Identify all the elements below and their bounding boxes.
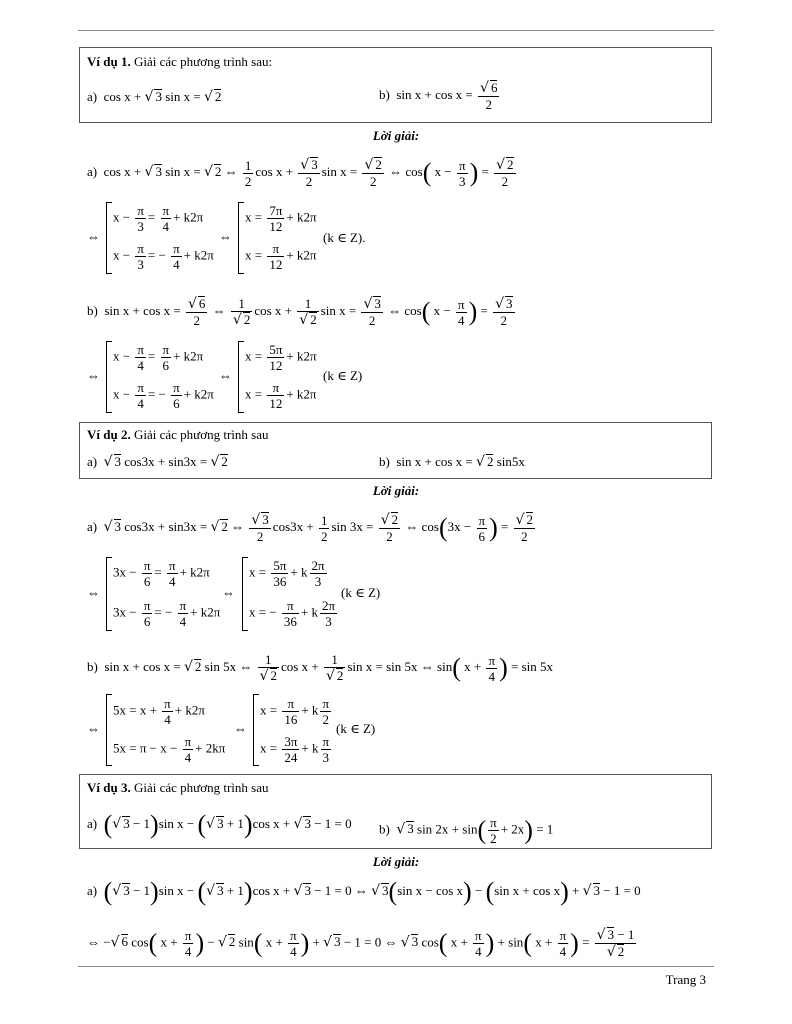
k-in-z: (k ∈ Z). — [323, 230, 366, 245]
system-row: x = $\frac{5\pi}{12}$ + k2π — [245, 342, 317, 373]
system-bracket — [238, 202, 244, 274]
example-3-title: Ví dụ 3. Giải các phương trình sau — [87, 780, 269, 795]
equiv-symbol: ⇔ — [87, 229, 100, 244]
system-row: x − $\frac{\pi}{4}$ = − $\frac{\pi}{6}$ + k2π — [113, 380, 214, 411]
system-row: 5x = π − x − $\frac{\pi}{4}$ + 2kπ — [113, 734, 226, 765]
example-3a-equation: a) (√ 3 − 1)sin x − (√ 3 + 1)cos x + √ 3 − 1 = 0 — [87, 810, 352, 839]
system-bracket — [238, 341, 244, 413]
solution-2b-line1: b) sin x + cos x = √ 2 sin 5x ⇔ $\frac{1}{√ 2}$ cos x + $\frac{1}{√ 2}$ sin x = sin 5x ⇔ sin( x + $\frac{\pi}{4}$ ) = sin 5x — [87, 652, 553, 684]
system-bracket — [253, 694, 259, 766]
solution-label-1: Lời giải: — [372, 128, 420, 143]
example-1b-equation: b) sin x + cos x = $\frac{√ 6}{2}$ — [379, 80, 498, 112]
k-in-z: (k ∈ Z) — [336, 721, 376, 736]
header-rule — [78, 30, 714, 31]
example-1-title: Ví dụ 1. Giải các phương trình sau: — [87, 54, 273, 69]
system-bracket — [106, 694, 112, 766]
equiv-symbol: ⇔ — [87, 585, 100, 600]
equiv-symbol: ⇔ — [219, 229, 232, 244]
system-row: x − $\frac{\pi}{3}$ = $\frac{\pi}{4}$ + k2π — [113, 203, 204, 234]
footer-rule — [78, 966, 714, 967]
solution-1b-line1: b) sin x + cos x = $\frac{√ 6}{2}$ ⇔ $\frac{1}{√ 2}$ cos x + $\frac{1}{√ 2}$ sin x = $\frac{√ 3}{2}$ ⇔ cos( x − $\frac{\pi}{4}$ ) = $\frac{√ 3}{2}$ — [87, 296, 513, 328]
solution-3a-line1: a) (√ 3 − 1)sin x − (√ 3 + 1)cos x + √ 3 − 1 = 0 ⇔ √ 3(sin x − cos x) − (sin x + cos x) + √ 3 − 1 = 0 — [87, 877, 641, 906]
example-2a-equation: a) √ 3 cos3x + sin3x = √ 2 — [87, 454, 228, 470]
system-bracket — [106, 557, 112, 631]
system-row: x = $\frac{3\pi}{24}$ + k $\frac{\pi}{3}$ — [260, 734, 330, 765]
system-row: x = $\frac{\pi}{16}$ + k $\frac{\pi}{2}$ — [260, 696, 330, 727]
solution-label-2: Lời giải: — [372, 483, 420, 498]
system-bracket — [106, 341, 112, 413]
example-3b-equation: b) √ 3 sin 2x + sin( $\frac{\pi}{2}$ + 2x) = 1 — [379, 815, 554, 846]
system-row: 3x − $\frac{\pi}{6}$ = $\frac{\pi}{4}$ + k2π — [113, 558, 210, 589]
system-bracket — [242, 557, 248, 631]
solution-label-3: Lời giải: — [372, 854, 420, 869]
k-in-z: (k ∈ Z) — [323, 368, 363, 383]
solution-1a-line1: a) cos x + √ 3 sin x = √ 2 ⇔ $\frac{1}{2}$ cos x + $\frac{√ 3}{2}$ sin x = $\frac{√ 2}{2}$ ⇔ cos( x − $\frac{\pi}{3}$ ) = $\frac{√ 2}{2}$ — [87, 157, 514, 189]
solution-2a-line1: a) √ 3 cos3x + sin3x = √ 2 ⇔ $\frac{√ 3}{2}$ cos3x + $\frac{1}{2}$ sin 3x = $\frac{√ 2}{2}$ ⇔ cos(3x − $\frac{\pi}{6}$ ) = $\frac{√ 2}{2}$ — [87, 512, 534, 544]
system-row: x = $\frac{\pi}{12}$ + k2π — [245, 380, 317, 411]
system-bracket — [106, 202, 112, 274]
equiv-symbol: ⇔ — [222, 585, 235, 600]
page-number: Trang 3 — [665, 972, 706, 987]
k-in-z: (k ∈ Z) — [341, 585, 381, 600]
system-row: x = $\frac{5\pi}{36}$ + k $\frac{2\pi}{3}$ — [249, 558, 325, 589]
equiv-symbol: ⇔ — [87, 721, 100, 736]
equiv-symbol: ⇔ — [219, 368, 232, 383]
system-row: 5x = x + $\frac{\pi}{4}$ + k2π — [113, 696, 205, 727]
equiv-symbol: ⇔ — [87, 368, 100, 383]
example-2b-equation: b) sin x + cos x = √ 2 sin5x — [379, 454, 525, 470]
system-row: x = − $\frac{\pi}{36}$ + k $\frac{2\pi}{3}$ — [249, 598, 336, 629]
system-row: x − $\frac{\pi}{4}$ = $\frac{\pi}{6}$ + k2π — [113, 342, 204, 373]
solution-3a-line2: ⇔ −√ 6 cos( x + $\frac{\pi}{4}$ ) − √ 2 sin( x + $\frac{\pi}{4}$ ) + √ 3 − 1 = 0 ⇔ √ 3 cos( x + $\frac{\pi}{4}$ ) + sin( x + $\frac{\pi}{4}$ ) = $\frac{√ 3 - 1}{√ 2}$ — [87, 927, 635, 960]
system-row: 3x − $\frac{\pi}{6}$ = − $\frac{\pi}{4}$ + k2π — [113, 598, 221, 629]
system-row: x = $\frac{7\pi}{12}$ + k2π — [245, 203, 317, 234]
example-2-title: Ví dụ 2. Giải các phương trình sau — [87, 427, 269, 442]
example-1a-equation: a) cos x + √ 3 sin x = √ 2 — [87, 89, 222, 105]
system-row: x = $\frac{\pi}{12}$ + k2π — [245, 241, 317, 272]
system-row: x − $\frac{\pi}{3}$ = − $\frac{\pi}{4}$ + k2π — [113, 241, 214, 272]
equiv-symbol: ⇔ — [234, 721, 247, 736]
